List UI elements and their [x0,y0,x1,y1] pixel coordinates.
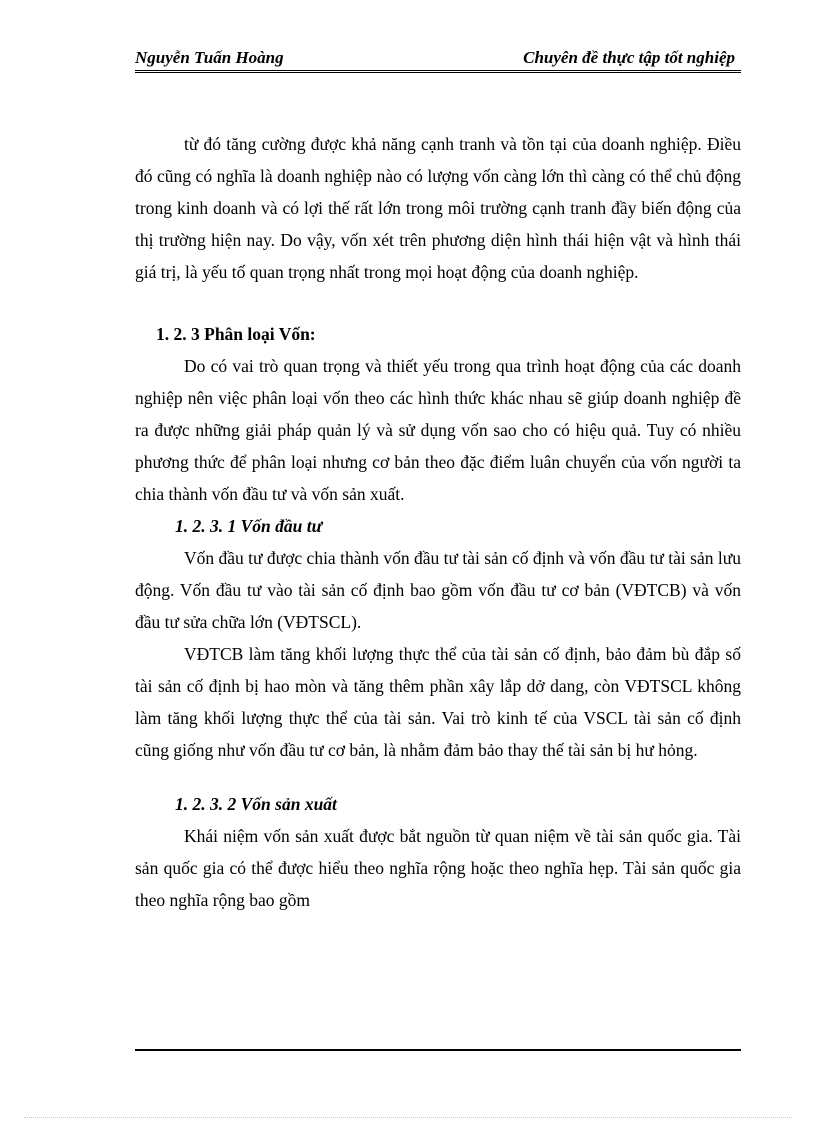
body-text [135,128,741,916]
page-header [135,48,741,73]
paragraph: Do có vai trò quan trọng và thiết yếu trong qua trình hoạt động của các doanh nghiệp nên việc phân loại vốn theo các hình thức khác nhau sẽ giúp doanh nghiệp đề ra được những giải pháp quản lý và sử dụng vốn sao cho có hiệu quả. Tuy có nhiều phương thức để phân loại nhưng cơ bản theo đặc điểm luân chuyển của vốn người ta chia thành vốn đầu tư và vốn sản xuất. [135,356,741,504]
subsection-heading: 1. 2. 3. 2 Vốn sản xuất [175,794,337,814]
header-title: Chuyên đề thực tập tốt nghiệp [523,48,735,67]
paragraph: Khái niệm vốn sản xuất được bắt nguồn từ quan niệm về tài sản quốc gia. Tài sản quốc gia có thể được hiểu theo nghĩa rộng hoặc theo nghĩa hẹp. Tài sản quốc gia theo nghĩa rộng bao gồm [135,826,741,910]
page-edge-divider [24,1117,792,1118]
header-author: Nguyễn Tuấn Hoàng [135,48,284,67]
paragraph: VĐTCB làm tăng khối lượng thực thể của tài sản cố định, bảo đảm bù đắp số tài sản cố định bị hao mòn và tăng thêm phần xây lắp dở dang, còn VĐTSCL không làm tăng khối lượng thực thể của tài sản. Vai trò kinh tế của VSCL tài sản cố định cũng giống như vốn đầu tư cơ bản, là nhằm đảm bảo thay thế tài sản bị hư hỏng. [135,644,741,760]
spacer [135,766,741,788]
section-heading: 1. 2. 3 Phân loại Vốn: [156,324,316,344]
footer-rule [135,1049,741,1051]
subsection-heading: 1. 2. 3. 1 Vốn đầu tư [175,516,323,536]
spacer [135,288,741,318]
paragraph: Vốn đầu tư được chia thành vốn đầu tư tài sản cố định và vốn đầu tư tài sản lưu động. Vốn đầu tư vào tài sản cố định bao gồm vốn đầu tư cơ bản (VĐTCB) và vốn đầu tư sửa chữa lớn (VĐTSCL). [135,548,741,632]
paragraph: từ đó tăng cường được khả năng cạnh tranh và tồn tại của doanh nghiệp. Điều đó cũng có nghĩa là doanh nghiệp nào có lượng vốn càng lớn thì càng có thể chủ động trong kinh doanh và có lợi thế rất lớn trong môi trường cạnh tranh đầy biến động của thị trường hiện nay. Do vậy, vốn xét trên phương diện hình thái hiện vật và hình thái giá trị, là yếu tố quan trọng nhất trong mọi hoạt động của doanh nghiệp. [135,134,741,282]
